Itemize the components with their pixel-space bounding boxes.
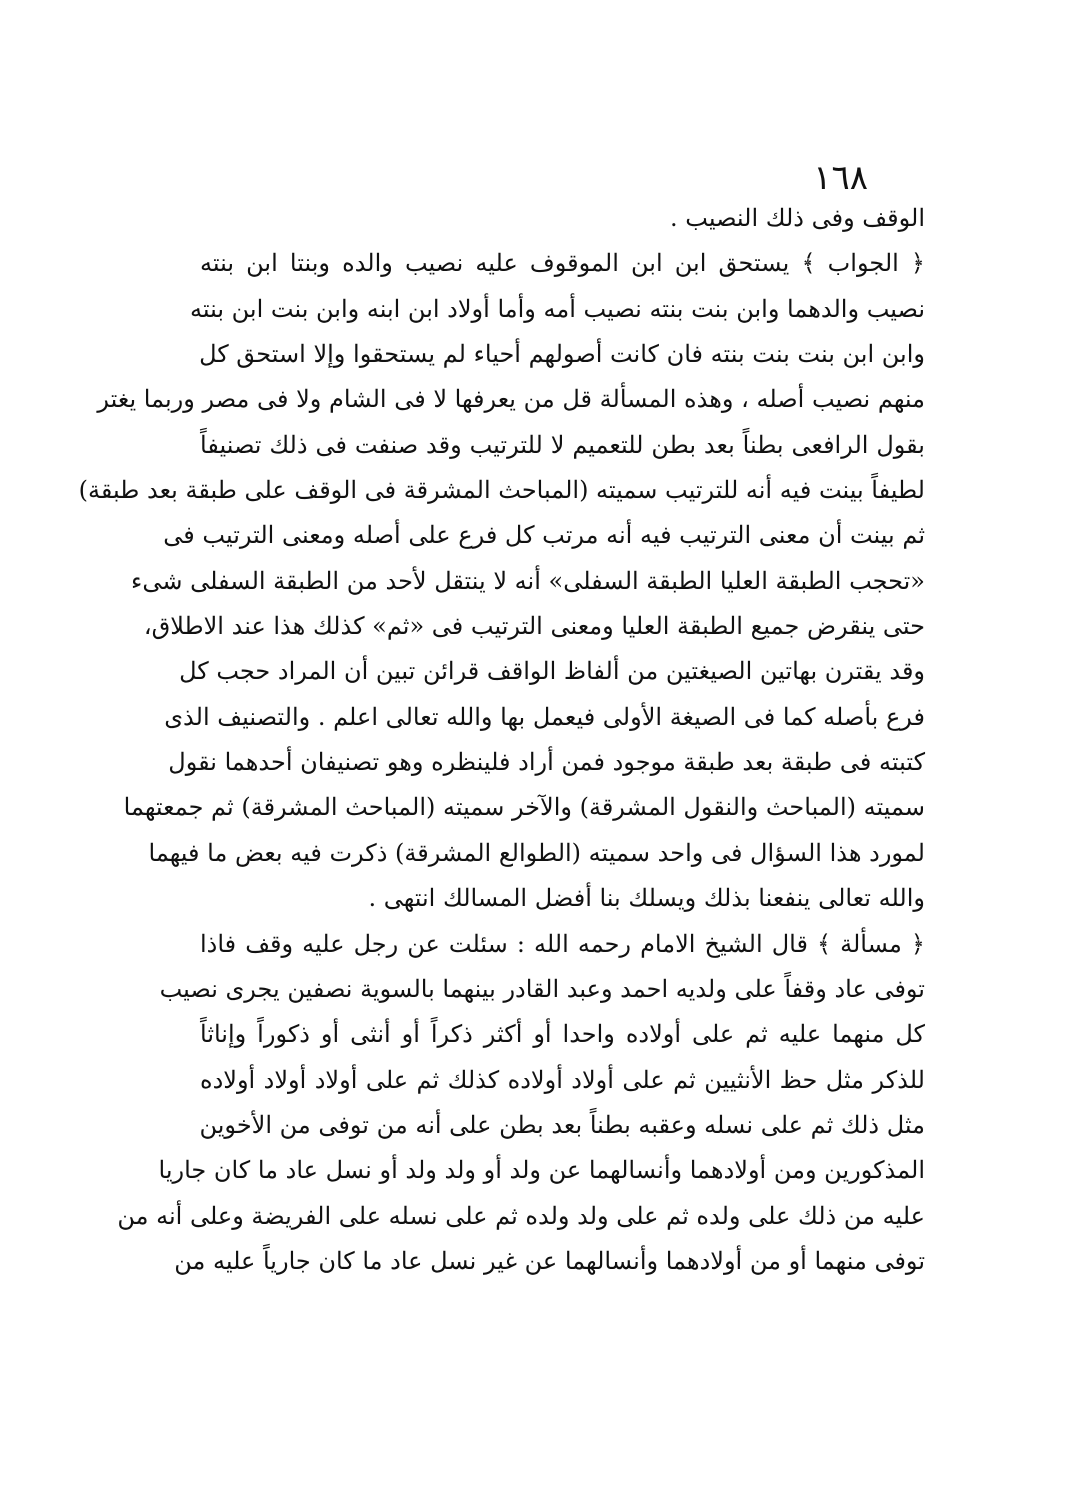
text-line: حتى ينقرض جميع الطبقة العليا ومعنى الترتيب فى «ثم» كذلك هذا عند الاطلاق، bbox=[143, 612, 925, 641]
text-line: منهم نصيب أصله ، وهذه المسألة قل من يعرفها لا فى الشام ولا فى مصر وربما يغتر bbox=[97, 385, 925, 414]
text-line: الوقف وفى ذلك النصيب . bbox=[670, 204, 925, 232]
text-line: مثل ذلك ثم على نسله وعقبه بطناً بعد بطن على أنه من توفى من الأخوين bbox=[199, 1110, 925, 1139]
text-line: «تحجب الطبقة العليا الطبقة السفلى» أنه لا ينتقل لأحد من الطبقة السفلى شىء bbox=[131, 566, 925, 595]
text-line: لمورد هذا السؤال فى واحد سميته (الطوالع المشرقة) ذكرت فيه بعض ما فيهما bbox=[148, 838, 925, 867]
text-line: نصيب والدهما وابن بنت بنته نصيب أمه وأما أولاد ابن ابنه وابن بنت ابن بنته bbox=[189, 294, 925, 323]
text-line: للذكر مثل حظ الأنثيين ثم على أولاد أولاده كذلك ثم على أولاد أولاد أولاده bbox=[200, 1065, 925, 1094]
text-line: والله تعالى ينفعنا بذلك ويسلك بنا أفضل المسالك انتهى . bbox=[368, 884, 925, 913]
text-line: ثم بينت أن معنى الترتيب فيه أنه مرتب كل فرع على أصله ومعنى الترتيب فى bbox=[163, 521, 925, 550]
body-text bbox=[78, 196, 925, 1284]
text-line: فرع بأصله كما فى الصيغة الأولى فيعمل بها والله تعالى اعلم . والتصنيف الذى bbox=[164, 702, 925, 731]
text-line: ﴿ مسألة ﴾ قال الشيخ الامام رحمه الله : سئلت عن رجل عليه وقف فاذا bbox=[200, 929, 925, 958]
text-line: وقد يقترن بهاتين الصيغتين من ألفاظ الواقف قرائن تبين أن المراد حجب كل bbox=[179, 657, 925, 686]
text-line: المذكورين ومن أولادهما وأنسالهما عن ولد أو ولد ولد أو نسل عاد ما كان جاريا bbox=[158, 1156, 925, 1185]
text-line: عليه من ذلك على ولده ثم على ولد ولده ثم على نسله على الفريضة وعلى أنه من bbox=[117, 1201, 925, 1230]
text-line: بقول الرافعى بطناً بعد بطن للتعميم لا للترتيب وقد صنفت فى ذلك تصنيفاً bbox=[200, 430, 925, 459]
text-line: كتبته فى طبقة بعد طبقة موجود فمن أراد فلينظره وهو تصنيفان أحدهما نقول bbox=[168, 748, 925, 777]
text-line: ﴿ الجواب ﴾ يستحق ابن ابن الموقوف عليه نصيب والده وبنتا ابن بنته bbox=[200, 249, 925, 278]
text-line: وابن ابن بنت بنت بنته فان كانت أصولهم أحياء لم يستحقوا وإلا استحق كل bbox=[199, 340, 925, 369]
text-line: سميته (المباحث والنقول المشرقة) والآخر سميته (المباحث المشرقة) ثم جمعتهما bbox=[123, 793, 925, 822]
text-line: كل منهما عليه ثم على أولاده واحدا أو أكثر ذكراً أو أنثى أو ذكوراً وإناثاً bbox=[200, 1020, 925, 1049]
page-number: ١٦٨ bbox=[813, 158, 868, 198]
text-line: توفى عاد وقفاً على ولديه احمد وعبد القادر بينهما بالسوية نصفين يجرى نصيب bbox=[159, 974, 925, 1003]
text-line: توفى منهما أو من أولادهما وأنسالهما عن غير نسل عاد ما كان جارياً عليه من bbox=[174, 1246, 925, 1275]
text-line: لطيفاً بينت فيه أنه للترتيب سميته (المباحث المشرقة فى الوقف على طبقة بعد طبقة) bbox=[78, 476, 925, 505]
